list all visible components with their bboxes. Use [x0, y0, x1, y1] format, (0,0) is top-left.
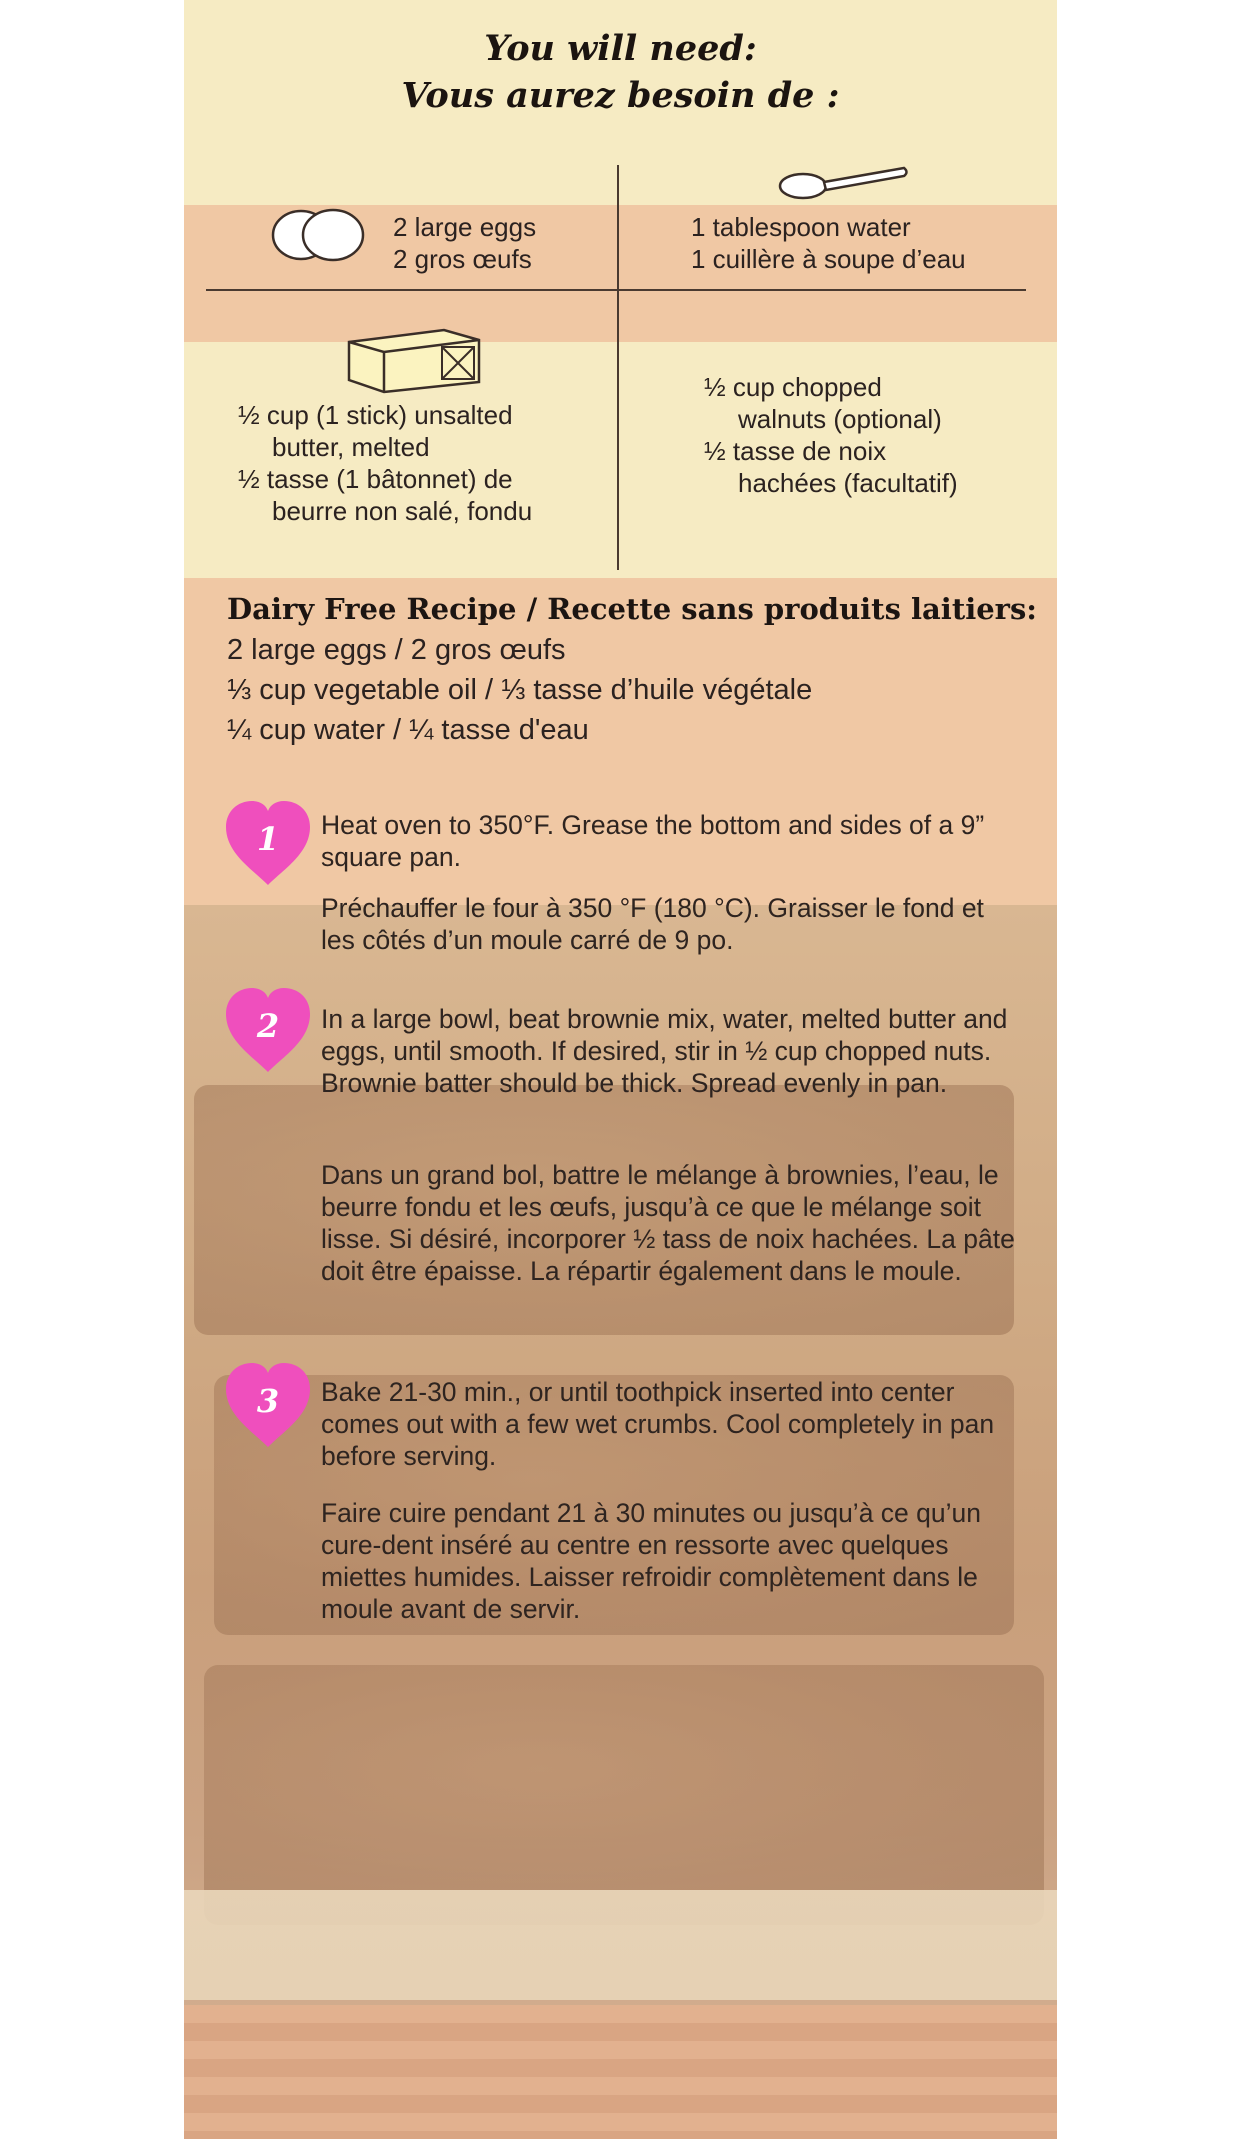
step-1-fr: Préchauffer le four à 350 °F (180 °C). Graisser le fond et les côtés d’un moule carré de 9 po.: [321, 893, 984, 955]
dairy-free-line: ¼ cup water / ¼ tasse d'eau: [227, 714, 589, 746]
header-title-en: You will need:: [484, 28, 757, 69]
dairy-free-line: ⅓ cup vegetable oil / ⅓ tasse d’huile végétale: [227, 674, 813, 706]
ingredient-butter: ½ cup (1 stick) unsalted butter, melted ½ tasse (1 bâtonnet) de beurre non salé, fondu: [238, 400, 533, 526]
grid-divider-horizontal: [206, 289, 1026, 291]
ingredient-eggs: 2 large eggs 2 gros œufs: [393, 212, 537, 274]
step-1-en: Heat oven to 350°F. Grease the bottom and sides of a 9” square pan.: [321, 810, 985, 872]
tablecloth: [184, 2005, 1057, 2139]
step-number: 3: [256, 1382, 280, 1420]
ingredient-water: 1 tablespoon water 1 cuillère à soupe d’eau: [691, 212, 966, 274]
grid-divider-vertical: [617, 165, 619, 570]
ingredient-walnuts: ½ cup chopped walnuts (optional) ½ tasse de noix hachées (facultatif): [704, 372, 958, 498]
step-number: 2: [256, 1007, 280, 1045]
eggs-icon: [266, 205, 376, 265]
plate: [184, 1890, 1057, 2000]
step-3-en: Bake 21-30 min., or until toothpick inserted into center comes out with a few wet crumbs. Cool completely in pan before serving.: [321, 1377, 995, 1471]
butter-icon: [344, 322, 489, 394]
spoon-icon: [776, 158, 911, 208]
dairy-free-line: 2 large eggs / 2 gros œufs: [227, 634, 566, 666]
dairy-free-title: Dairy Free Recipe / Recette sans produits laitiers:: [227, 592, 1037, 626]
header-title-fr: Vous aurez besoin de :: [401, 75, 840, 116]
step-number: 1: [256, 820, 280, 858]
recipe-panel: [184, 0, 1057, 2139]
step-2-en: In a large bowl, beat brownie mix, water, melted butter and eggs, until smooth. If desired, stir in ½ cup chopped nuts. Brownie batter should be thick. Spread evenly in pan.: [321, 1004, 1008, 1098]
step-2-fr: Dans un grand bol, battre le mélange à brownies, l’eau, le beurre fondu et les œufs, jusqu’à ce que le mélange soit lisse. Si désiré, incorporer ½ tass de noix hachées. La pâte doit être épaisse. La répartir également dans le moule.: [321, 1160, 1015, 1286]
step-3-fr: Faire cuire pendant 21 à 30 minutes ou jusqu’à ce qu’un cure-dent inséré au centre en ressorte avec quelques miettes humides. Laisser refroidir complètement dans le moule avant de servir.: [321, 1498, 981, 1624]
